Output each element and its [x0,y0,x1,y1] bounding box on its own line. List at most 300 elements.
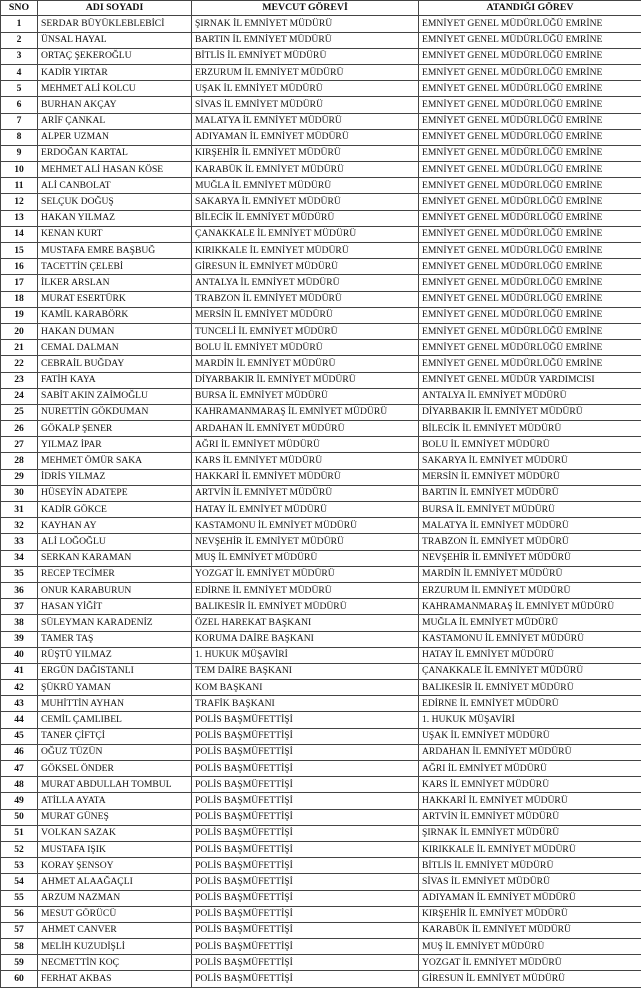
row-name-cell: MESUT GÖRÜCÜ [38,906,192,922]
row-current-position-cell: MALATYA İL EMNİYET MÜDÜRÜ [192,113,419,129]
row-current-position-cell: POLİS BAŞMÜFETTİŞİ [192,793,419,809]
row-name-cell: MUHİTTİN AYHAN [38,696,192,712]
row-sno-cell: 37 [1,599,38,615]
row-name-cell: MEHMET ALİ KOLCU [38,81,192,97]
row-current-position-cell: ANTALYA İL EMNİYET MÜDÜRÜ [192,275,419,291]
row-current-position-cell: BARTIN İL EMNİYET MÜDÜRÜ [192,32,419,48]
table-row [1,858,641,874]
row-assigned-position-cell: EMNİYET GENEL MÜDÜRLÜĞÜ EMRİNE [419,307,641,323]
row-assigned-position-cell: EMNİYET GENEL MÜDÜRLÜĞÜ EMRİNE [419,145,641,161]
row-name-cell: VOLKAN SAZAK [38,825,192,841]
row-current-position-cell: POLİS BAŞMÜFETTİŞİ [192,744,419,760]
table-row [1,469,641,485]
row-name-cell: KAYHAN AY [38,518,192,534]
row-current-position-cell: TRABZON İL EMNİYET MÜDÜRÜ [192,291,419,307]
row-sno-cell: 27 [1,437,38,453]
table-row [1,906,641,922]
table-row [1,210,641,226]
table-row [1,388,641,404]
row-name-cell: HAKAN DUMAN [38,323,192,339]
row-sno-cell: 33 [1,534,38,550]
row-sno-cell: 51 [1,825,38,841]
table-row [1,939,641,955]
row-name-cell: SERDAR BÜYÜKLEBLEBİCİ [38,16,192,32]
row-assigned-position-cell: EMNİYET GENEL MÜDÜRLÜĞÜ EMRİNE [419,178,641,194]
row-assigned-position-cell: EMNİYET GENEL MÜDÜRLÜĞÜ EMRİNE [419,129,641,145]
row-name-cell: SÜLEYMAN KARADENİZ [38,615,192,631]
row-assigned-position-cell: BİTLİS İL EMNİYET MÜDÜRÜ [419,858,641,874]
row-current-position-cell: UŞAK İL EMNİYET MÜDÜRÜ [192,81,419,97]
row-sno-cell: 15 [1,243,38,259]
row-current-position-cell: DİYARBAKIR İL EMNİYET MÜDÜRÜ [192,372,419,388]
table-row [1,502,641,518]
table-row [1,793,641,809]
table-row [1,615,641,631]
table-row [1,680,641,696]
table-row [1,841,641,857]
table-row [1,340,641,356]
row-name-cell: KORAY ŞENSOY [38,858,192,874]
row-name-cell: ALİ LOĞOĞLU [38,534,192,550]
row-name-cell: ORTAÇ ŞEKEROĞLU [38,48,192,64]
row-name-cell: GÖKSEL ÖNDER [38,761,192,777]
table-row [1,372,641,388]
row-name-cell: FERHAT AKBAS [38,971,192,987]
row-assigned-position-cell: DİYARBAKIR İL EMNİYET MÜDÜRÜ [419,404,641,420]
row-sno-cell: 55 [1,890,38,906]
row-current-position-cell: KARS İL EMNİYET MÜDÜRÜ [192,453,419,469]
row-sno-cell: 45 [1,728,38,744]
row-current-position-cell: POLİS BAŞMÜFETTİŞİ [192,939,419,955]
row-current-position-cell: KAHRAMANMARAŞ İL EMNİYET MÜDÜRÜ [192,404,419,420]
row-assigned-position-cell: MUĞLA İL EMNİYET MÜDÜRÜ [419,615,641,631]
row-current-position-cell: TRAFİK BAŞKANI [192,696,419,712]
table-row [1,825,641,841]
table-row [1,307,641,323]
row-name-cell: BURHAN AKÇAY [38,97,192,113]
row-assigned-position-cell: EMNİYET GENEL MÜDÜR YARDIMCISI [419,372,641,388]
row-name-cell: MURAT GÜNEŞ [38,809,192,825]
row-sno-cell: 38 [1,615,38,631]
row-name-cell: MURAT ESERTÜRK [38,291,192,307]
row-name-cell: FATİH KAYA [38,372,192,388]
row-name-cell: ÜNSAL HAYAL [38,32,192,48]
row-assigned-position-cell: KAHRAMANMARAŞ İL EMNİYET MÜDÜRÜ [419,599,641,615]
header-row [1,1,641,16]
table-row [1,550,641,566]
row-current-position-cell: SİVAS İL EMNİYET MÜDÜRÜ [192,97,419,113]
row-sno-cell: 9 [1,145,38,161]
row-sno-cell: 7 [1,113,38,129]
row-name-cell: AHMET CANVER [38,922,192,938]
row-assigned-position-cell: EMNİYET GENEL MÜDÜRLÜĞÜ EMRİNE [419,243,641,259]
row-current-position-cell: POLİS BAŞMÜFETTİŞİ [192,922,419,938]
row-assigned-position-cell: MUŞ İL EMNİYET MÜDÜRÜ [419,939,641,955]
row-assigned-position-cell: EMNİYET GENEL MÜDÜRLÜĞÜ EMRİNE [419,64,641,80]
row-current-position-cell: KIRŞEHİR İL EMNİYET MÜDÜRÜ [192,145,419,161]
row-sno-cell: 29 [1,469,38,485]
table-body [1,16,641,987]
row-assigned-position-cell: EMNİYET GENEL MÜDÜRLÜĞÜ EMRİNE [419,356,641,372]
row-current-position-cell: HATAY İL EMNİYET MÜDÜRÜ [192,502,419,518]
row-sno-cell: 60 [1,971,38,987]
row-current-position-cell: MARDİN İL EMNİYET MÜDÜRÜ [192,356,419,372]
table-row [1,874,641,890]
row-assigned-position-cell: EMNİYET GENEL MÜDÜRLÜĞÜ EMRİNE [419,226,641,242]
row-current-position-cell: KORUMA DAİRE BAŞKANI [192,631,419,647]
row-current-position-cell: POLİS BAŞMÜFETTİŞİ [192,858,419,874]
table-row [1,275,641,291]
table-row [1,81,641,97]
table-row [1,566,641,582]
table-row [1,453,641,469]
row-current-position-cell: 1. HUKUK MÜŞAVİRİ [192,647,419,663]
row-sno-cell: 20 [1,323,38,339]
table-row [1,809,641,825]
row-assigned-position-cell: EMNİYET GENEL MÜDÜRLÜĞÜ EMRİNE [419,323,641,339]
row-assigned-position-cell: EMNİYET GENEL MÜDÜRLÜĞÜ EMRİNE [419,48,641,64]
row-name-cell: NURETTİN GÖKDUMAN [38,404,192,420]
row-current-position-cell: POLİS BAŞMÜFETTİŞİ [192,712,419,728]
row-name-cell: KADİR YIRTAR [38,64,192,80]
table-row [1,194,641,210]
row-assigned-position-cell: EMNİYET GENEL MÜDÜRLÜĞÜ EMRİNE [419,194,641,210]
row-sno-cell: 2 [1,32,38,48]
table-row [1,48,641,64]
row-name-cell: YILMAZ İPAR [38,437,192,453]
row-current-position-cell: MUĞLA İL EMNİYET MÜDÜRÜ [192,178,419,194]
table-row [1,113,641,129]
row-current-position-cell: EDİRNE İL EMNİYET MÜDÜRÜ [192,582,419,598]
row-sno-cell: 22 [1,356,38,372]
row-name-cell: ŞÜKRÜ YAMAN [38,680,192,696]
row-name-cell: KENAN KURT [38,226,192,242]
row-current-position-cell: POLİS BAŞMÜFETTİŞİ [192,955,419,971]
row-name-cell: ERDOĞAN KARTAL [38,145,192,161]
table-row [1,712,641,728]
row-assigned-position-cell: AĞRI İL EMNİYET MÜDÜRÜ [419,761,641,777]
table-row [1,663,641,679]
row-current-position-cell: BURSA İL EMNİYET MÜDÜRÜ [192,388,419,404]
table-row [1,162,641,178]
row-name-cell: HÜSEYİN ADATEPE [38,485,192,501]
row-name-cell: ARZUM NAZMAN [38,890,192,906]
row-assigned-position-cell: EMNİYET GENEL MÜDÜRLÜĞÜ EMRİNE [419,210,641,226]
row-sno-cell: 8 [1,129,38,145]
header-current-position: MEVCUT GÖREVİ [192,1,419,16]
row-assigned-position-cell: EMNİYET GENEL MÜDÜRLÜĞÜ EMRİNE [419,259,641,275]
row-current-position-cell: POLİS BAŞMÜFETTİŞİ [192,841,419,857]
row-name-cell: CEBRAİL BUĞDAY [38,356,192,372]
row-assigned-position-cell: EMNİYET GENEL MÜDÜRLÜĞÜ EMRİNE [419,291,641,307]
row-assigned-position-cell: GİRESUN İL EMNİYET MÜDÜRÜ [419,971,641,987]
row-name-cell: KADİR GÖKCE [38,502,192,518]
row-assigned-position-cell: BARTIN İL EMNİYET MÜDÜRÜ [419,485,641,501]
table-row [1,437,641,453]
row-current-position-cell: NEVŞEHİR İL EMNİYET MÜDÜRÜ [192,534,419,550]
row-sno-cell: 56 [1,906,38,922]
table-row [1,259,641,275]
row-sno-cell: 5 [1,81,38,97]
row-name-cell: ALİ CANBOLAT [38,178,192,194]
row-assigned-position-cell: EMNİYET GENEL MÜDÜRLÜĞÜ EMRİNE [419,97,641,113]
row-current-position-cell: TUNCELİ İL EMNİYET MÜDÜRÜ [192,323,419,339]
row-current-position-cell: ERZURUM İL EMNİYET MÜDÜRÜ [192,64,419,80]
table-row [1,728,641,744]
row-sno-cell: 17 [1,275,38,291]
row-assigned-position-cell: EMNİYET GENEL MÜDÜRLÜĞÜ EMRİNE [419,32,641,48]
row-sno-cell: 35 [1,566,38,582]
row-current-position-cell: POLİS BAŞMÜFETTİŞİ [192,728,419,744]
row-sno-cell: 39 [1,631,38,647]
row-sno-cell: 59 [1,955,38,971]
table-row [1,178,641,194]
row-sno-cell: 21 [1,340,38,356]
header-name: ADI SOYADI [38,1,192,16]
row-assigned-position-cell: MERSİN İL EMNİYET MÜDÜRÜ [419,469,641,485]
row-assigned-position-cell: KIRIKKALE İL EMNİYET MÜDÜRÜ [419,841,641,857]
table-row [1,226,641,242]
row-assigned-position-cell: UŞAK İL EMNİYET MÜDÜRÜ [419,728,641,744]
row-name-cell: NECMETTİN KOÇ [38,955,192,971]
row-sno-cell: 42 [1,680,38,696]
row-sno-cell: 25 [1,404,38,420]
row-current-position-cell: MUŞ İL EMNİYET MÜDÜRÜ [192,550,419,566]
row-current-position-cell: POLİS BAŞMÜFETTİŞİ [192,906,419,922]
table-row [1,599,641,615]
table-row [1,323,641,339]
row-name-cell: RÜŞTÜ YILMAZ [38,647,192,663]
row-assigned-position-cell: ŞIRNAK İL EMNİYET MÜDÜRÜ [419,825,641,841]
row-current-position-cell: POLİS BAŞMÜFETTİŞİ [192,971,419,987]
row-name-cell: CEMİL ÇAMLIBEL [38,712,192,728]
table-row [1,955,641,971]
row-name-cell: İLKER ARSLAN [38,275,192,291]
row-current-position-cell: POLİS BAŞMÜFETTİŞİ [192,825,419,841]
row-name-cell: İDRİS YILMAZ [38,469,192,485]
row-name-cell: TAMER TAŞ [38,631,192,647]
row-sno-cell: 34 [1,550,38,566]
row-assigned-position-cell: MARDİN İL EMNİYET MÜDÜRÜ [419,566,641,582]
row-name-cell: TACETTİN ÇELEBİ [38,259,192,275]
row-current-position-cell: ÖZEL HAREKAT BAŞKANI [192,615,419,631]
row-sno-cell: 41 [1,663,38,679]
row-assigned-position-cell: ARDAHAN İL EMNİYET MÜDÜRÜ [419,744,641,760]
row-assigned-position-cell: MALATYA İL EMNİYET MÜDÜRÜ [419,518,641,534]
table-row [1,890,641,906]
row-sno-cell: 28 [1,453,38,469]
row-assigned-position-cell: ÇANAKKALE İL EMNİYET MÜDÜRÜ [419,663,641,679]
row-sno-cell: 54 [1,874,38,890]
row-sno-cell: 6 [1,97,38,113]
row-sno-cell: 11 [1,178,38,194]
row-sno-cell: 10 [1,162,38,178]
row-sno-cell: 12 [1,194,38,210]
row-assigned-position-cell: HATAY İL EMNİYET MÜDÜRÜ [419,647,641,663]
row-name-cell: MUSTAFA EMRE BAŞBUĞ [38,243,192,259]
table-row [1,922,641,938]
row-current-position-cell: ÇANAKKALE İL EMNİYET MÜDÜRÜ [192,226,419,242]
table-row [1,32,641,48]
row-current-position-cell: KARABÜK İL EMNİYET MÜDÜRÜ [192,162,419,178]
row-current-position-cell: MERSİN İL EMNİYET MÜDÜRÜ [192,307,419,323]
table-row [1,97,641,113]
row-assigned-position-cell: BOLU İL EMNİYET MÜDÜRÜ [419,437,641,453]
row-current-position-cell: KOM BAŞKANI [192,680,419,696]
row-sno-cell: 13 [1,210,38,226]
row-current-position-cell: KASTAMONU İL EMNİYET MÜDÜRÜ [192,518,419,534]
row-current-position-cell: BİTLİS İL EMNİYET MÜDÜRÜ [192,48,419,64]
row-name-cell: GÖKALP ŞENER [38,421,192,437]
table-row [1,534,641,550]
row-current-position-cell: KIRIKKALE İL EMNİYET MÜDÜRÜ [192,243,419,259]
row-name-cell: ALPER UZMAN [38,129,192,145]
row-name-cell: ERGÜN DAĞISTANLI [38,663,192,679]
row-sno-cell: 30 [1,485,38,501]
row-assigned-position-cell: BİLECİK İL EMNİYET MÜDÜRÜ [419,421,641,437]
row-sno-cell: 58 [1,939,38,955]
row-assigned-position-cell: ERZURUM İL EMNİYET MÜDÜRÜ [419,582,641,598]
row-assigned-position-cell: KASTAMONU İL EMNİYET MÜDÜRÜ [419,631,641,647]
table-row [1,16,641,32]
row-name-cell: SELÇUK DOĞUŞ [38,194,192,210]
table-row [1,64,641,80]
row-current-position-cell: ADIYAMAN İL EMNİYET MÜDÜRÜ [192,129,419,145]
row-current-position-cell: ŞIRNAK İL EMNİYET MÜDÜRÜ [192,16,419,32]
row-current-position-cell: ARDAHAN İL EMNİYET MÜDÜRÜ [192,421,419,437]
table-row [1,421,641,437]
row-assigned-position-cell: ANTALYA İL EMNİYET MÜDÜRÜ [419,388,641,404]
row-assigned-position-cell: 1. HUKUK MÜŞAVİRİ [419,712,641,728]
table-row [1,647,641,663]
row-sno-cell: 18 [1,291,38,307]
row-name-cell: ONUR KARABURUN [38,582,192,598]
row-current-position-cell: TEM DAİRE BAŞKANI [192,663,419,679]
table-row [1,631,641,647]
row-current-position-cell: POLİS BAŞMÜFETTİŞİ [192,874,419,890]
row-name-cell: CEMAL DALMAN [38,340,192,356]
row-current-position-cell: POLİS BAŞMÜFETTİŞİ [192,761,419,777]
row-assigned-position-cell: HAKKARİ İL EMNİYET MÜDÜRÜ [419,793,641,809]
row-assigned-position-cell: BALIKESİR İL EMNİYET MÜDÜRÜ [419,680,641,696]
row-current-position-cell: SAKARYA İL EMNİYET MÜDÜRÜ [192,194,419,210]
row-name-cell: HAKAN YILMAZ [38,210,192,226]
row-assigned-position-cell: SAKARYA İL EMNİYET MÜDÜRÜ [419,453,641,469]
row-sno-cell: 57 [1,922,38,938]
row-assigned-position-cell: BURSA İL EMNİYET MÜDÜRÜ [419,502,641,518]
row-assigned-position-cell: YOZGAT İL EMNİYET MÜDÜRÜ [419,955,641,971]
row-sno-cell: 14 [1,226,38,242]
header-sno: SNO [1,1,38,16]
row-current-position-cell: YOZGAT İL EMNİYET MÜDÜRÜ [192,566,419,582]
row-sno-cell: 1 [1,16,38,32]
row-assigned-position-cell: EMNİYET GENEL MÜDÜRLÜĞÜ EMRİNE [419,340,641,356]
row-sno-cell: 47 [1,761,38,777]
row-sno-cell: 44 [1,712,38,728]
table-row [1,291,641,307]
row-current-position-cell: POLİS BAŞMÜFETTİŞİ [192,809,419,825]
row-name-cell: MELİH KUZUDİŞLİ [38,939,192,955]
row-current-position-cell: ARTVİN İL EMNİYET MÜDÜRÜ [192,485,419,501]
row-current-position-cell: HAKKARİ İL EMNİYET MÜDÜRÜ [192,469,419,485]
table-header [1,1,641,16]
row-sno-cell: 31 [1,502,38,518]
row-name-cell: OĞUZ TÜZÜN [38,744,192,760]
row-current-position-cell: POLİS BAŞMÜFETTİŞİ [192,890,419,906]
row-name-cell: ARİF ÇANKAL [38,113,192,129]
row-assigned-position-cell: TRABZON İL EMNİYET MÜDÜRÜ [419,534,641,550]
row-assigned-position-cell: EMNİYET GENEL MÜDÜRLÜĞÜ EMRİNE [419,275,641,291]
row-sno-cell: 46 [1,744,38,760]
row-assigned-position-cell: KARABÜK İL EMNİYET MÜDÜRÜ [419,922,641,938]
table-row [1,145,641,161]
row-current-position-cell: BOLU İL EMNİYET MÜDÜRÜ [192,340,419,356]
table-row [1,761,641,777]
table-row [1,129,641,145]
row-sno-cell: 32 [1,518,38,534]
row-current-position-cell: BİLECİK İL EMNİYET MÜDÜRÜ [192,210,419,226]
row-name-cell: HASAN YİĞİT [38,599,192,615]
row-sno-cell: 50 [1,809,38,825]
row-assigned-position-cell: KIRŞEHİR İL EMNİYET MÜDÜRÜ [419,906,641,922]
row-name-cell: MUSTAFA IŞIK [38,841,192,857]
row-sno-cell: 36 [1,582,38,598]
table-row [1,696,641,712]
row-assigned-position-cell: EMNİYET GENEL MÜDÜRLÜĞÜ EMRİNE [419,113,641,129]
row-assigned-position-cell: ARTVİN İL EMNİYET MÜDÜRÜ [419,809,641,825]
row-assigned-position-cell: EMNİYET GENEL MÜDÜRLÜĞÜ EMRİNE [419,16,641,32]
row-assigned-position-cell: EDİRNE İL EMNİYET MÜDÜRÜ [419,696,641,712]
row-name-cell: MURAT ABDULLAH TOMBUL [38,777,192,793]
row-name-cell: SERKAN KARAMAN [38,550,192,566]
table-row [1,404,641,420]
row-current-position-cell: POLİS BAŞMÜFETTİŞİ [192,777,419,793]
table-row [1,485,641,501]
row-sno-cell: 49 [1,793,38,809]
table-row [1,744,641,760]
row-sno-cell: 19 [1,307,38,323]
row-current-position-cell: BALIKESİR İL EMNİYET MÜDÜRÜ [192,599,419,615]
row-name-cell: RECEP TECİMER [38,566,192,582]
row-name-cell: KAMİL KARABÖRK [38,307,192,323]
row-name-cell: AHMET ALAAĞAÇLI [38,874,192,890]
table-row [1,356,641,372]
row-sno-cell: 4 [1,64,38,80]
header-assigned-position: ATANDIĞI GÖREV [419,1,641,16]
row-assigned-position-cell: KARS İL EMNİYET MÜDÜRÜ [419,777,641,793]
row-name-cell: ATİLLA AYATA [38,793,192,809]
row-sno-cell: 26 [1,421,38,437]
row-sno-cell: 43 [1,696,38,712]
row-assigned-position-cell: SİVAS İL EMNİYET MÜDÜRÜ [419,874,641,890]
row-assigned-position-cell: NEVŞEHİR İL EMNİYET MÜDÜRÜ [419,550,641,566]
row-assigned-position-cell: EMNİYET GENEL MÜDÜRLÜĞÜ EMRİNE [419,162,641,178]
row-name-cell: MEHMET ÖMÜR SAKA [38,453,192,469]
row-sno-cell: 16 [1,259,38,275]
row-sno-cell: 53 [1,858,38,874]
row-current-position-cell: GİRESUN İL EMNİYET MÜDÜRÜ [192,259,419,275]
table-row [1,243,641,259]
row-name-cell: TANER ÇİFTÇİ [38,728,192,744]
row-sno-cell: 52 [1,841,38,857]
row-assigned-position-cell: ADIYAMAN İL EMNİYET MÜDÜRÜ [419,890,641,906]
row-name-cell: MEHMET ALİ HASAN KÖSE [38,162,192,178]
row-sno-cell: 24 [1,388,38,404]
row-sno-cell: 40 [1,647,38,663]
row-assigned-position-cell: EMNİYET GENEL MÜDÜRLÜĞÜ EMRİNE [419,81,641,97]
row-sno-cell: 3 [1,48,38,64]
row-sno-cell: 23 [1,372,38,388]
